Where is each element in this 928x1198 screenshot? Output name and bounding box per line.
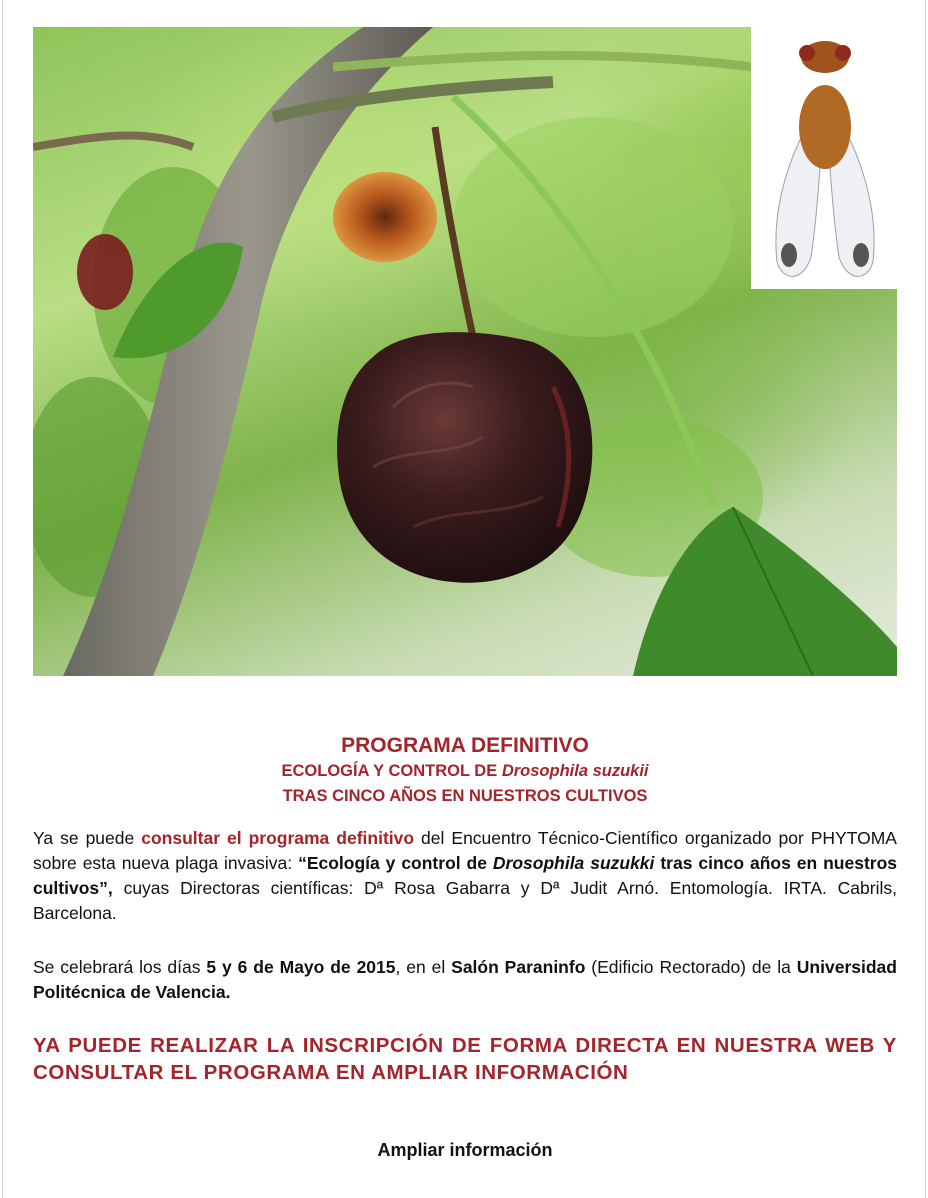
subtitle-prefix: ECOLOGÍA Y CONTROL DE (281, 762, 502, 780)
intro-text: Ya se puede (33, 828, 142, 848)
details-text: (Edificio Rectorado) de la (585, 957, 797, 977)
fly-inset-image (751, 27, 897, 289)
subtitle-species: Drosophila suzukii (501, 762, 649, 780)
fly-eye (799, 45, 815, 61)
event-dates: 5 y 6 de Mayo de 2015 (206, 957, 396, 977)
intro-paragraph (33, 826, 897, 926)
program-link[interactable]: consultar el programa definitivo (141, 828, 415, 848)
more-info-link[interactable]: Ampliar información (377, 1140, 553, 1160)
details-text: , en el (395, 957, 452, 977)
event-title-bold: “Ecología y control de (298, 853, 493, 873)
subtitle-line-1 (33, 759, 897, 784)
registration-callout: YA PUEDE REALIZAR LA INSCRIPCIÓN DE FORMA DIRECTA EN NUESTRA WEB Y CONSULTAR EL PROGRAMA EN AMPLIAR INFORMACIÓN (33, 1034, 897, 1084)
fly-eye (835, 45, 851, 61)
cherry (337, 332, 592, 583)
fly-illustration (751, 27, 897, 289)
details-text: Se celebrará los días (33, 957, 207, 977)
fly-wing-spot (853, 243, 869, 267)
fly-thorax (799, 85, 851, 169)
intro-text: del Encuentro Técnico-Científico organizado por PHYTOMA sobre esta nueva plaga invasiva: (33, 828, 897, 873)
program-titles (33, 733, 897, 809)
frame-border-right (925, 0, 926, 1198)
page-title: PROGRAMA DEFINITIVO (341, 734, 589, 757)
twig-shape (33, 135, 193, 147)
frame-border-left (2, 0, 3, 1198)
event-university: Universidad Politécnica de Valencia. (33, 957, 897, 1002)
fly-wing-spot (781, 243, 797, 267)
event-title-bold: tras cinco años en nuestros cultivos”, (33, 853, 898, 898)
event-venue: Salón Paraninfo (451, 957, 586, 977)
fruit-remnant (333, 172, 437, 262)
subtitle-line-2: TRAS CINCO AÑOS EN NUESTROS CULTIVOS (282, 787, 648, 805)
hero-image (33, 27, 897, 676)
intro-text: cuyas Directoras científicas: Dª Rosa Gabarra y Dª Judit Arnó. Entomología. IRTA. Cabrils, Barcelona. (33, 878, 897, 923)
event-details-paragraph (33, 955, 897, 1005)
event-title-species: Drosophila suzukki (492, 853, 655, 873)
leaf-shape (453, 117, 733, 337)
bud-shape (77, 234, 133, 310)
